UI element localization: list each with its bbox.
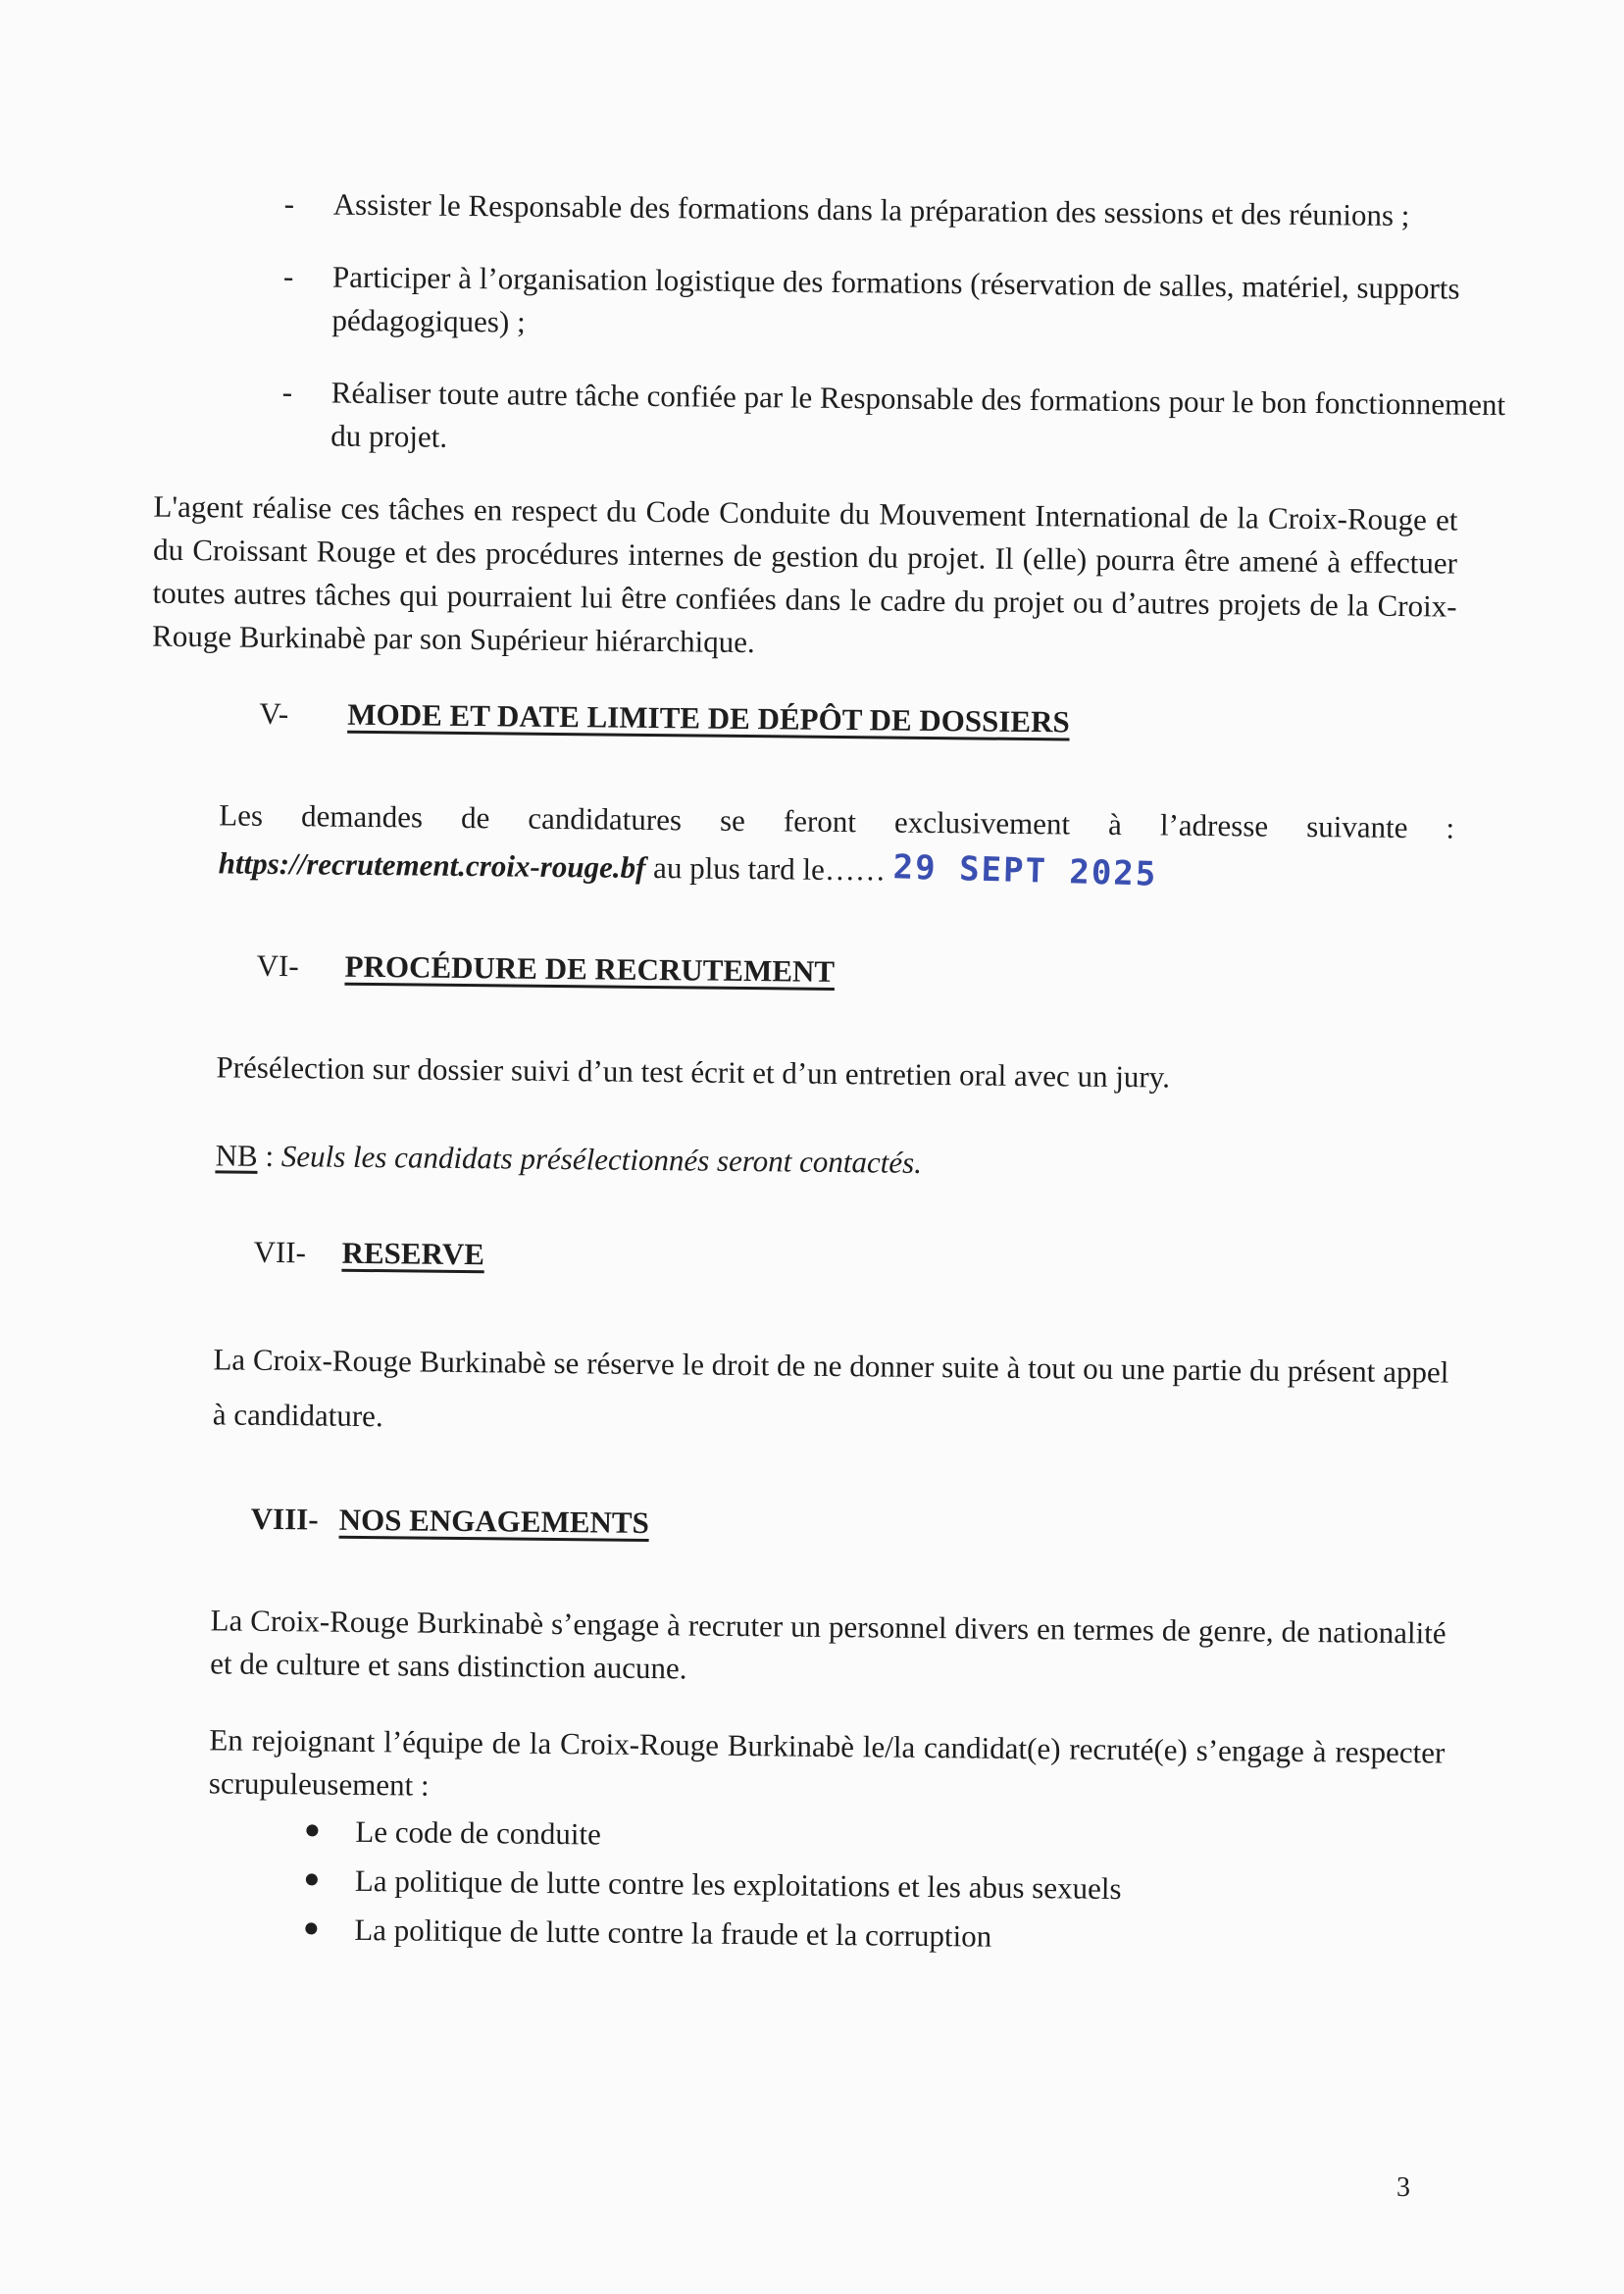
bullet-dot bbox=[306, 1873, 318, 1885]
dash-marker: - bbox=[282, 259, 294, 294]
dash-marker: - bbox=[281, 375, 293, 410]
date-stamp: 29 SEPT 2025 bbox=[892, 847, 1158, 894]
section-number: VIII- bbox=[250, 1501, 319, 1537]
section-vii-heading bbox=[175, 1230, 1449, 1287]
section-vi-heading bbox=[178, 943, 1452, 1000]
page-number: 3 bbox=[1396, 2172, 1410, 2203]
task-item bbox=[183, 370, 1508, 470]
nb-label: NB bbox=[215, 1138, 258, 1173]
nb-separator: : bbox=[257, 1138, 281, 1174]
list-item-text: Le code de conduite bbox=[355, 1813, 602, 1852]
dash-marker: - bbox=[283, 186, 295, 222]
section-title: NOS ENGAGEMENTS bbox=[338, 1502, 649, 1541]
section-title: PROCÉDURE DE RECRUTEMENT bbox=[344, 948, 836, 989]
recruitment-url: https://recrutement.croix-rouge.bf bbox=[218, 845, 646, 885]
list-item-text: La politique de lutte contre la fraude et la corruption bbox=[354, 1912, 992, 1954]
list-item bbox=[306, 1810, 1444, 1864]
section-title: RESERVE bbox=[341, 1235, 485, 1272]
section-v-heading bbox=[180, 691, 1455, 748]
section-number: V- bbox=[259, 695, 289, 732]
task-text: Participer à l’organisation logistique des formations (réservation de salles, matériel, supports pédagogiques) ; bbox=[331, 259, 1460, 339]
section-number: VII- bbox=[253, 1234, 307, 1270]
reserve-text: La Croix-Rouge Burkinabè se réserve le droit de ne donner suite à tout ou une partie du présent appel à candidature. bbox=[212, 1342, 1449, 1434]
engagement-text: La Croix-Rouge Burkinabè s’engage à recruter un personnel divers en termes de genre, de nationalité et de culture et sans distinction aucune. bbox=[209, 1603, 1446, 1686]
commitment-list bbox=[305, 1810, 1444, 1963]
section-title: MODE ET DATE LIMITE DE DÉPÔT DE DOSSIERS bbox=[347, 696, 1070, 739]
deadline-text: au plus tard le bbox=[652, 850, 826, 887]
bullet-dot bbox=[306, 1824, 318, 1836]
task-item bbox=[184, 254, 1509, 354]
submission-text: Les demandes de candidatures se feront exclusivement à l’adresse suivante : bbox=[219, 797, 1455, 845]
list-item-text: La politique de lutte contre les exploitations et les abus sexuels bbox=[354, 1862, 1122, 1907]
section-number: VI- bbox=[256, 947, 299, 984]
task-item bbox=[186, 181, 1510, 238]
task-text: Réaliser toute autre tâche confiée par le Responsable des formations pour le bon fonctionnement du projet. bbox=[330, 375, 1506, 454]
intro-paragraph: L'agent réalise ces tâches en respect du Code Conduite du Mouvement International de la Croix-Rouge et du Croissant Rouge et des procédures internes de gestion du projet. Il (elle) pourra être amené à effectuer toutes autres tâches qui pourraient lui être confiées dans le cadre du projet ou d’autres projets de la Croix-Rouge Burkinabè par son Supérieur hiérarchique. bbox=[151, 488, 1458, 660]
nb-text: Seuls les candidats présélectionnés seront contactés. bbox=[280, 1139, 923, 1180]
deadline-dots: …… bbox=[824, 851, 887, 888]
nb-note bbox=[215, 1134, 1450, 1190]
list-item bbox=[305, 1908, 1443, 1963]
list-item bbox=[306, 1859, 1444, 1913]
engagement-text: En rejoignant l’équipe de la Croix-Rouge Burkinabè le/la candidat(e) recruté(e) s’engage à respecter scrupuleusement : bbox=[208, 1722, 1446, 1803]
page-content bbox=[151, 181, 1506, 1969]
procedure-text: Présélection sur dossier suivi d’un test écrit et d’un entretien oral avec un jury. bbox=[216, 1049, 1171, 1095]
submission-line bbox=[218, 841, 1453, 897]
bullet-dot bbox=[305, 1922, 317, 1934]
section-viii-heading bbox=[172, 1497, 1446, 1554]
task-text: Assister le Responsable des formations dans la préparation des sessions et des réunions ; bbox=[332, 186, 1410, 233]
